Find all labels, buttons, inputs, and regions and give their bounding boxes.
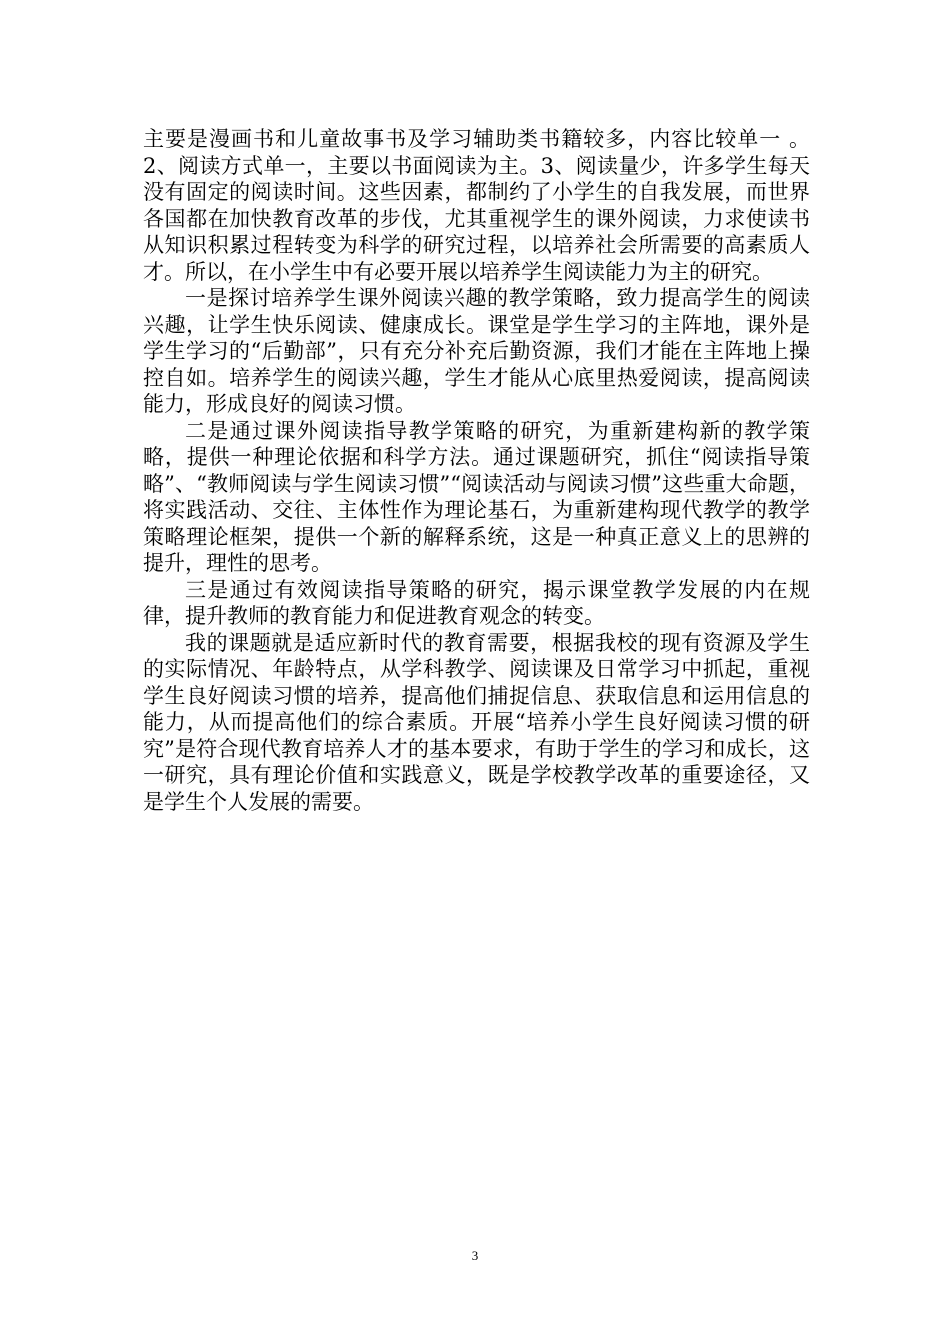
body-text [143, 126, 810, 815]
paragraph-4: 三是通过有效阅读指导策略的研究，揭示课堂教学发展的内在规律，提升教师的教育能力和促进教育观念的转变。 [143, 577, 810, 628]
paragraph-2: 一是探讨培养学生课外阅读兴趣的教学策略，致力提高学生的阅读兴趣，让学生快乐阅读、健康成长。课堂是学生学习的主阵地，课外是学生学习的“后勤部”，只有充分补充后勤资源，我们才能在主阵地上操控自如。培养学生的阅读兴趣，学生才能从心底里热爱阅读，提高阅读能力，形成良好的阅读习惯。 [143, 286, 810, 416]
paragraph-1: 主要是漫画书和儿童故事书及学习辅助类书籍较多，内容比较单一 。2、阅读方式单一，主要以书面阅读为主。3、阅读量少，许多学生每天没有固定的阅读时间。这些因素，都制约了小学生的自我发展，而世界各国都在加快教育改革的步伐，尤其重视学生的课外阅读，力求使读书从知识积累过程转变为科学的研究过程，以培养社会所需要的高素质人才。所以，在小学生中有必要开展以培养学生阅读能力为主的研究。 [143, 127, 810, 284]
paragraph-3: 二是通过课外阅读指导教学策略的研究，为重新建构新的教学策略，提供一种理论依据和科学方法。通过课题研究，抓住“阅读指导策略”、“教师阅读与学生阅读习惯”“阅读活动与阅读习惯”这些重大命题，将实践活动、交往、主体性作为理论基石，为重新建构现代教学的教学策略理论框架，提供一个新的解释系统，这是一种真正意义上的思辨的提升，理性的思考。 [143, 418, 810, 575]
page-number: 3 [471, 1248, 479, 1263]
paragraph-5: 我的课题就是适应新时代的教育需要，根据我校的现有资源及学生的实际情况、年龄特点，从学科教学、阅读课及日常学习中抓起，重视学生良好阅读习惯的培养，提高他们捕捉信息、获取信息和运用信息的能力，从而提高他们的综合素质。开展“培养小学生良好阅读习惯的研究”是符合现代教育培养人才的基本要求，有助于学生的学习和成长，这一研究，具有理论价值和实践意义，既是学校教学改革的重要途径，又是学生个人发展的需要。 [143, 630, 810, 814]
